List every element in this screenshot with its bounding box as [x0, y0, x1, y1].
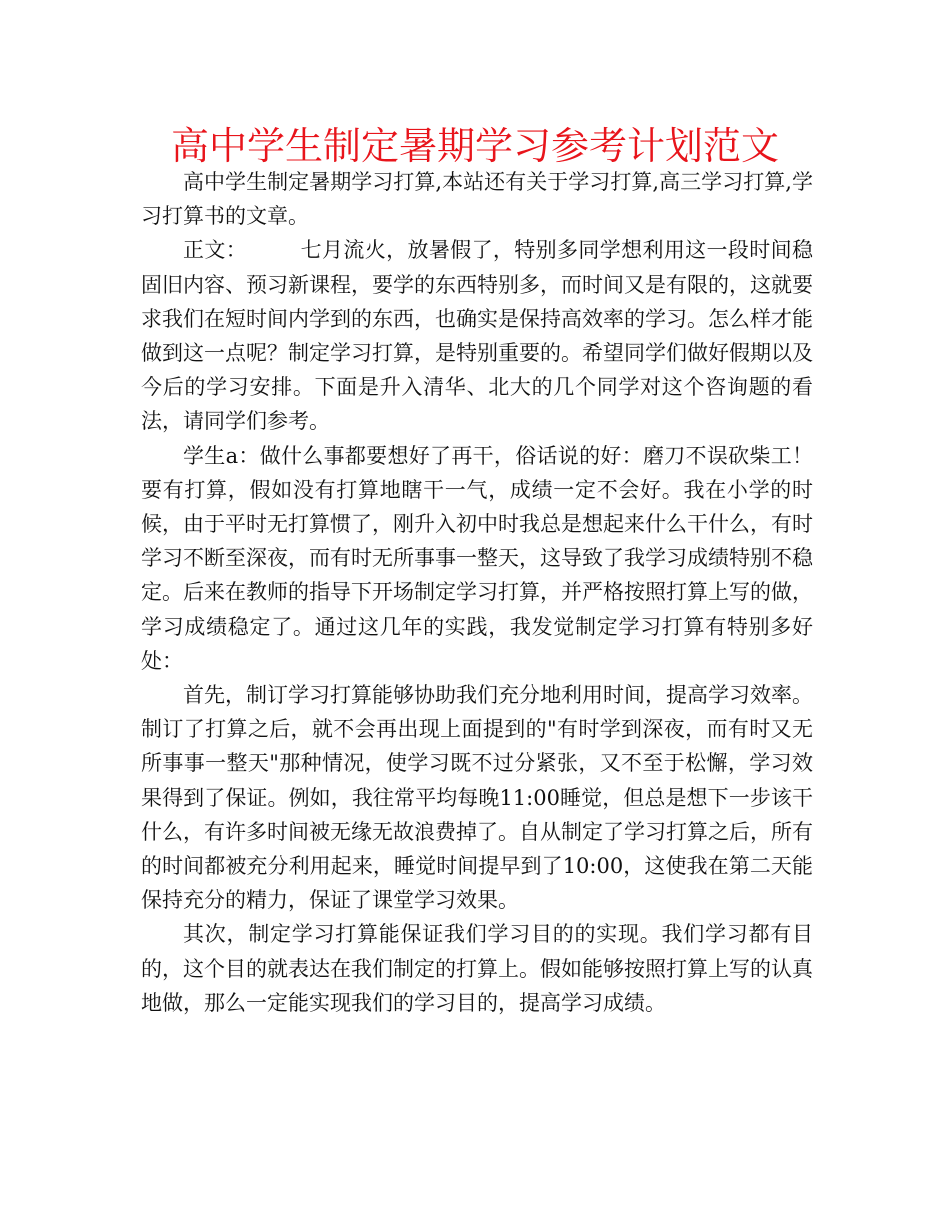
paragraph-main-text: 正文： 七月流火，放暑假了，特别多同学想利用这一段时间稳固旧内容、预习新课程，要学的东西特别多，而时间又是有限的，这就要求我们在短时间内学到的东西，也确实是保持高效率的学习。怎么样才能做到这一点呢？制定学习打算，是特别重要的。希望同学们做好假期以及今后的学习安排。下面是升入清华、北大的几个同学对这个咨询题的看法，请同学们参考。	[141, 238, 813, 434]
document-body	[141, 165, 813, 1020]
paragraph-intro: 高中学生制定暑期学习打算,本站还有关于学习打算,高三学习打算,学习打算书的文章。	[141, 170, 813, 229]
document-title: 高中学生制定暑期学习参考计划范文	[170, 124, 779, 168]
paragraph-student-a: 学生a：做什么事都要想好了再干，俗话说的好：磨刀不误砍柴工！要有打算，假如没有打算地瞎干一气，成绩一定不会好。我在小学的时候，由于平时无打算惯了，刚升入初中时我总是想起来什么干什么，有时学习不断至深夜，而有时无所事事一整天，这导致了我学习成绩特别不稳定。后来在教师的指导下开场制定学习打算，并严格按照打算上写的做，学习成绩稳定了。通过这几年的实践，我发觉制定学习打算有特别多好处：	[141, 443, 813, 673]
paragraph-second-point: 其次，制定学习打算能保证我们学习目的的实现。我们学习都有目的，这个目的就表达在我们制定的打算上。假如能够按照打算上写的认真地做，那么一定能实现我们的学习目的，提高学习成绩。	[141, 922, 813, 1015]
paragraph-first-point: 首先，制订学习打算能够协助我们充分地利用时间，提高学习效率。制订了打算之后，就不会再出现上面提到的"有时学到深夜，而有时又无所事事一整天"那种情况，使学习既不过分紧张，又不至于松懈，学习效果得到了保证。例如，我往常平均每晚11:00睡觉，但总是想下一步该干什么，有许多时间被无缘无故浪费掉了。自从制定了学习打算之后，所有的时间都被充分利用起来，睡觉时间提早到了10:00，这使我在第二天能保持充分的精力，保证了课堂学习效果。	[141, 683, 813, 913]
